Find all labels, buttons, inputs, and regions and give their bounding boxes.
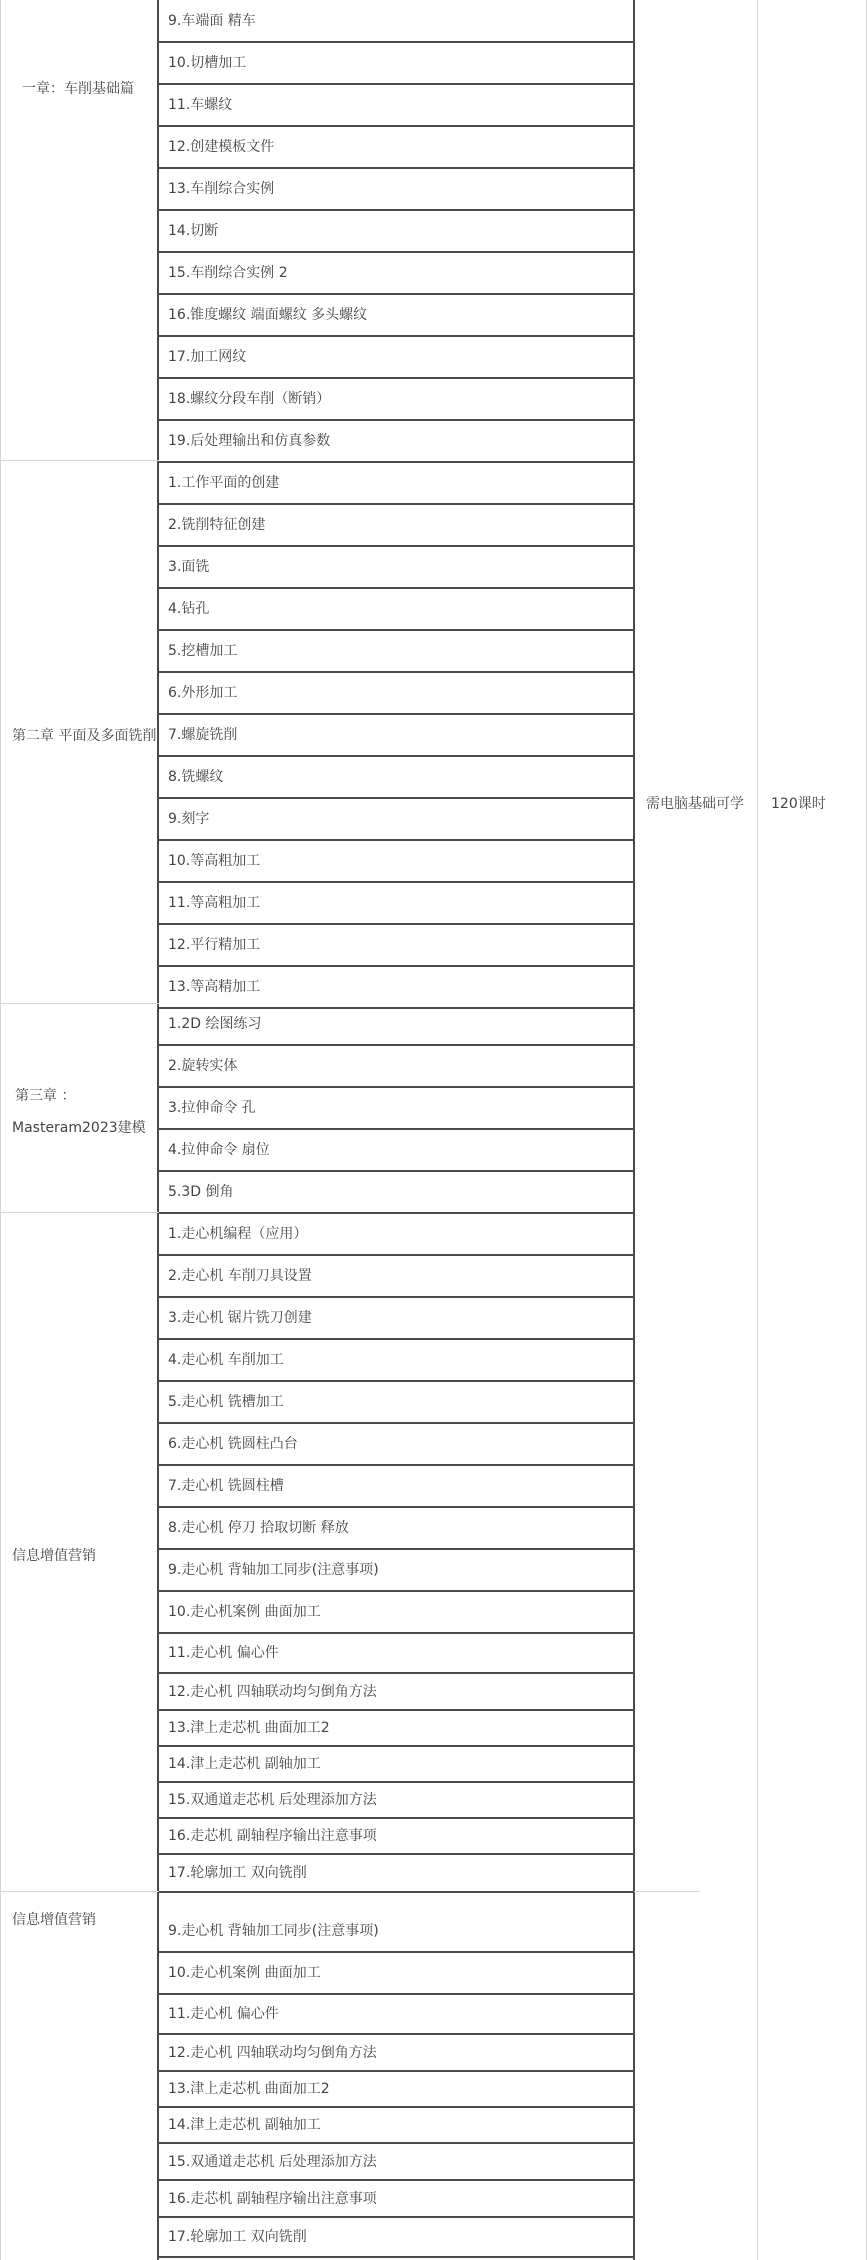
lesson-row: 12.平行精加工 (168, 937, 261, 953)
lesson-row: 3.面铣 (168, 559, 210, 575)
row-separator (159, 1380, 634, 1382)
lesson-row: 11.走心机 偏心件 (168, 2006, 279, 2022)
table-border (866, 1892, 867, 2260)
row-separator (159, 1422, 634, 1424)
lesson-row: 6.外形加工 (168, 685, 238, 701)
lesson-row: 10.走心机案例 曲面加工 (168, 1604, 321, 1620)
row-separator (159, 503, 634, 505)
table-border (0, 0, 1, 1892)
lesson-row: 3.走心机 锯片铣刀创建 (168, 1310, 312, 1326)
lesson-row: 17.轮廓加工 双向铣削 (168, 2229, 307, 2245)
lesson-row: 13.津上走芯机 曲面加工2 (168, 2081, 330, 2097)
lesson-row: 15.双通道走芯机 后处理添加方法 (168, 2153, 377, 2170)
lesson-row: 16.锥度螺纹 端面螺纹 多头螺纹 (168, 307, 368, 323)
row-separator (159, 1007, 634, 1009)
lesson-row: 10.走心机案例 曲面加工 (168, 1965, 321, 1981)
row-separator (159, 671, 634, 673)
row-separator (159, 83, 634, 85)
lesson-row: 4.钻孔 (168, 601, 210, 617)
lesson-row: 2.走心机 车削刀具设置 (168, 1268, 312, 1284)
row-separator (159, 839, 634, 841)
lesson-row: 17.加工网纹 (168, 349, 247, 365)
row-separator (159, 1170, 634, 1172)
lesson-row: 10.等高粗加工 (168, 853, 261, 869)
row-separator (159, 2070, 634, 2072)
row-separator (159, 1044, 634, 1046)
row-separator (159, 1338, 634, 1340)
lesson-row: 19.后处理输出和仿真参数 (168, 433, 331, 449)
lesson-row: 4.走心机 车削加工 (168, 1352, 284, 1368)
lesson-row: 1.2D 绘图练习 (168, 1016, 262, 1032)
lesson-row: 14.切断 (168, 223, 219, 239)
row-separator (159, 251, 634, 253)
lesson-row: 14.津上走芯机 副轴加工 (168, 1756, 321, 1772)
row-separator (159, 1993, 634, 1995)
lesson-row: 8.铣螺纹 (168, 769, 224, 785)
table-border (0, 1892, 1, 2260)
row-separator (159, 755, 634, 757)
row-separator (159, 377, 634, 379)
lesson-row: 5.3D 倒角 (168, 1184, 234, 1200)
chapter-title: 第三章 ： (15, 1088, 76, 1104)
lesson-row: 4.拉伸命令 扇位 (168, 1142, 270, 1158)
row-separator (159, 965, 634, 967)
row-separator (159, 1951, 634, 1953)
row-separator (159, 2216, 634, 2218)
row-separator (159, 713, 634, 715)
row-separator (159, 1548, 634, 1550)
lesson-row: 7.螺旋铣削 (168, 727, 238, 743)
row-separator (159, 881, 634, 883)
row-separator (159, 209, 634, 211)
row-separator (159, 167, 634, 169)
row-separator (159, 335, 634, 337)
row-separator (159, 1506, 634, 1508)
row-separator (159, 1781, 634, 1783)
chapter-title: Masteram2023建模 (12, 1120, 146, 1136)
row-separator (159, 2142, 634, 2144)
row-separator (159, 629, 634, 631)
row-separator (159, 1891, 634, 1893)
lesson-row: 9.刻字 (168, 811, 210, 827)
lesson-row: 14.津上走芯机 副轴加工 (168, 2117, 321, 2133)
row-separator (159, 461, 634, 463)
table-border (157, 0, 159, 1892)
table-border (0, 1212, 159, 1213)
lesson-row: 10.切槽加工 (168, 55, 247, 71)
lesson-row: 15.车削综合实例 2 (168, 265, 288, 281)
lesson-row: 16.走芯机 副轴程序输出注意事项 (168, 1828, 377, 1844)
row-separator (159, 1212, 634, 1214)
row-separator (159, 2106, 634, 2108)
row-separator (159, 1853, 634, 1855)
lesson-row: 2.旋转实体 (168, 1058, 238, 1074)
lesson-row: 1.工作平面的创建 (168, 475, 280, 491)
row-separator (159, 797, 634, 799)
lesson-row: 1.走心机编程（应用） (168, 1226, 308, 1242)
row-separator (159, 1128, 634, 1130)
row-separator (159, 1817, 634, 1819)
row-separator (159, 125, 634, 127)
table-border (866, 0, 867, 1892)
row-separator (159, 923, 634, 925)
row-separator (159, 2179, 634, 2181)
chapter-title: 信息增值营销 (12, 1548, 96, 1564)
row-separator (159, 419, 634, 421)
lesson-row: 7.走心机 铣圆柱槽 (168, 1478, 284, 1494)
row-separator (159, 2033, 634, 2035)
row-separator (159, 1745, 634, 1747)
row-separator (159, 1709, 634, 1711)
table-border (757, 0, 758, 1892)
lesson-row: 2.铣削特征创建 (168, 517, 266, 533)
table-border (633, 0, 635, 1892)
requirement-cell: 需电脑基础可学 (646, 796, 744, 812)
chapter-title: 一章：车削基础篇 (22, 81, 134, 97)
lesson-row: 12.走心机 四轴联动均匀倒角方法 (168, 1683, 377, 1700)
lesson-row: 13.津上走芯机 曲面加工2 (168, 1720, 330, 1736)
row-separator (159, 1296, 634, 1298)
lesson-row: 13.车削综合实例 (168, 181, 275, 197)
row-separator (159, 1632, 634, 1634)
table-border (757, 1892, 758, 2260)
chapter-title: 第二章 平面及多面铣削 (12, 728, 157, 744)
row-separator (159, 41, 634, 43)
lesson-row: 17.轮廓加工 双向铣削 (168, 1865, 307, 1881)
lesson-row: 13.等高精加工 (168, 979, 261, 995)
row-separator (159, 1086, 634, 1088)
lesson-row: 12.创建模板文件 (168, 139, 275, 155)
lesson-row: 5.挖槽加工 (168, 643, 238, 659)
lesson-row: 9.走心机 背轴加工同步(注意事项) (168, 1562, 379, 1578)
row-separator (159, 293, 634, 295)
lesson-row: 8.走心机 停刀 拾取切断 释放 (168, 1520, 349, 1536)
lesson-row: 6.走心机 铣圆柱凸台 (168, 1436, 298, 1452)
lesson-row: 5.走心机 铣槽加工 (168, 1394, 284, 1410)
chapter-title: 信息增值营销 (12, 1912, 96, 1928)
lesson-row: 16.走芯机 副轴程序输出注意事项 (168, 2190, 377, 2207)
lesson-row: 12.走心机 四轴联动均匀倒角方法 (168, 2044, 377, 2061)
row-separator (159, 1254, 634, 1256)
lesson-row: 11.走心机 偏心件 (168, 1645, 279, 1661)
row-separator (159, 1590, 634, 1592)
table-border (0, 1003, 159, 1004)
lesson-row: 9.走心机 背轴加工同步(注意事项) (168, 1923, 379, 1939)
lesson-row: 18.螺纹分段车削（断销） (168, 391, 331, 407)
duration-cell: 120课时 (771, 796, 826, 812)
row-separator (159, 1464, 634, 1466)
row-separator (159, 1672, 634, 1674)
lesson-row: 15.双通道走芯机 后处理添加方法 (168, 1792, 377, 1808)
row-separator (159, 587, 634, 589)
lesson-row: 11.等高粗加工 (168, 895, 261, 911)
row-separator (159, 545, 634, 547)
lesson-row: 9.车端面 精车 (168, 13, 256, 29)
row-separator (159, 2256, 634, 2258)
lesson-row: 3.拉伸命令 孔 (168, 1100, 256, 1116)
lesson-row: 11.车螺纹 (168, 97, 233, 113)
table-border (0, 460, 159, 461)
